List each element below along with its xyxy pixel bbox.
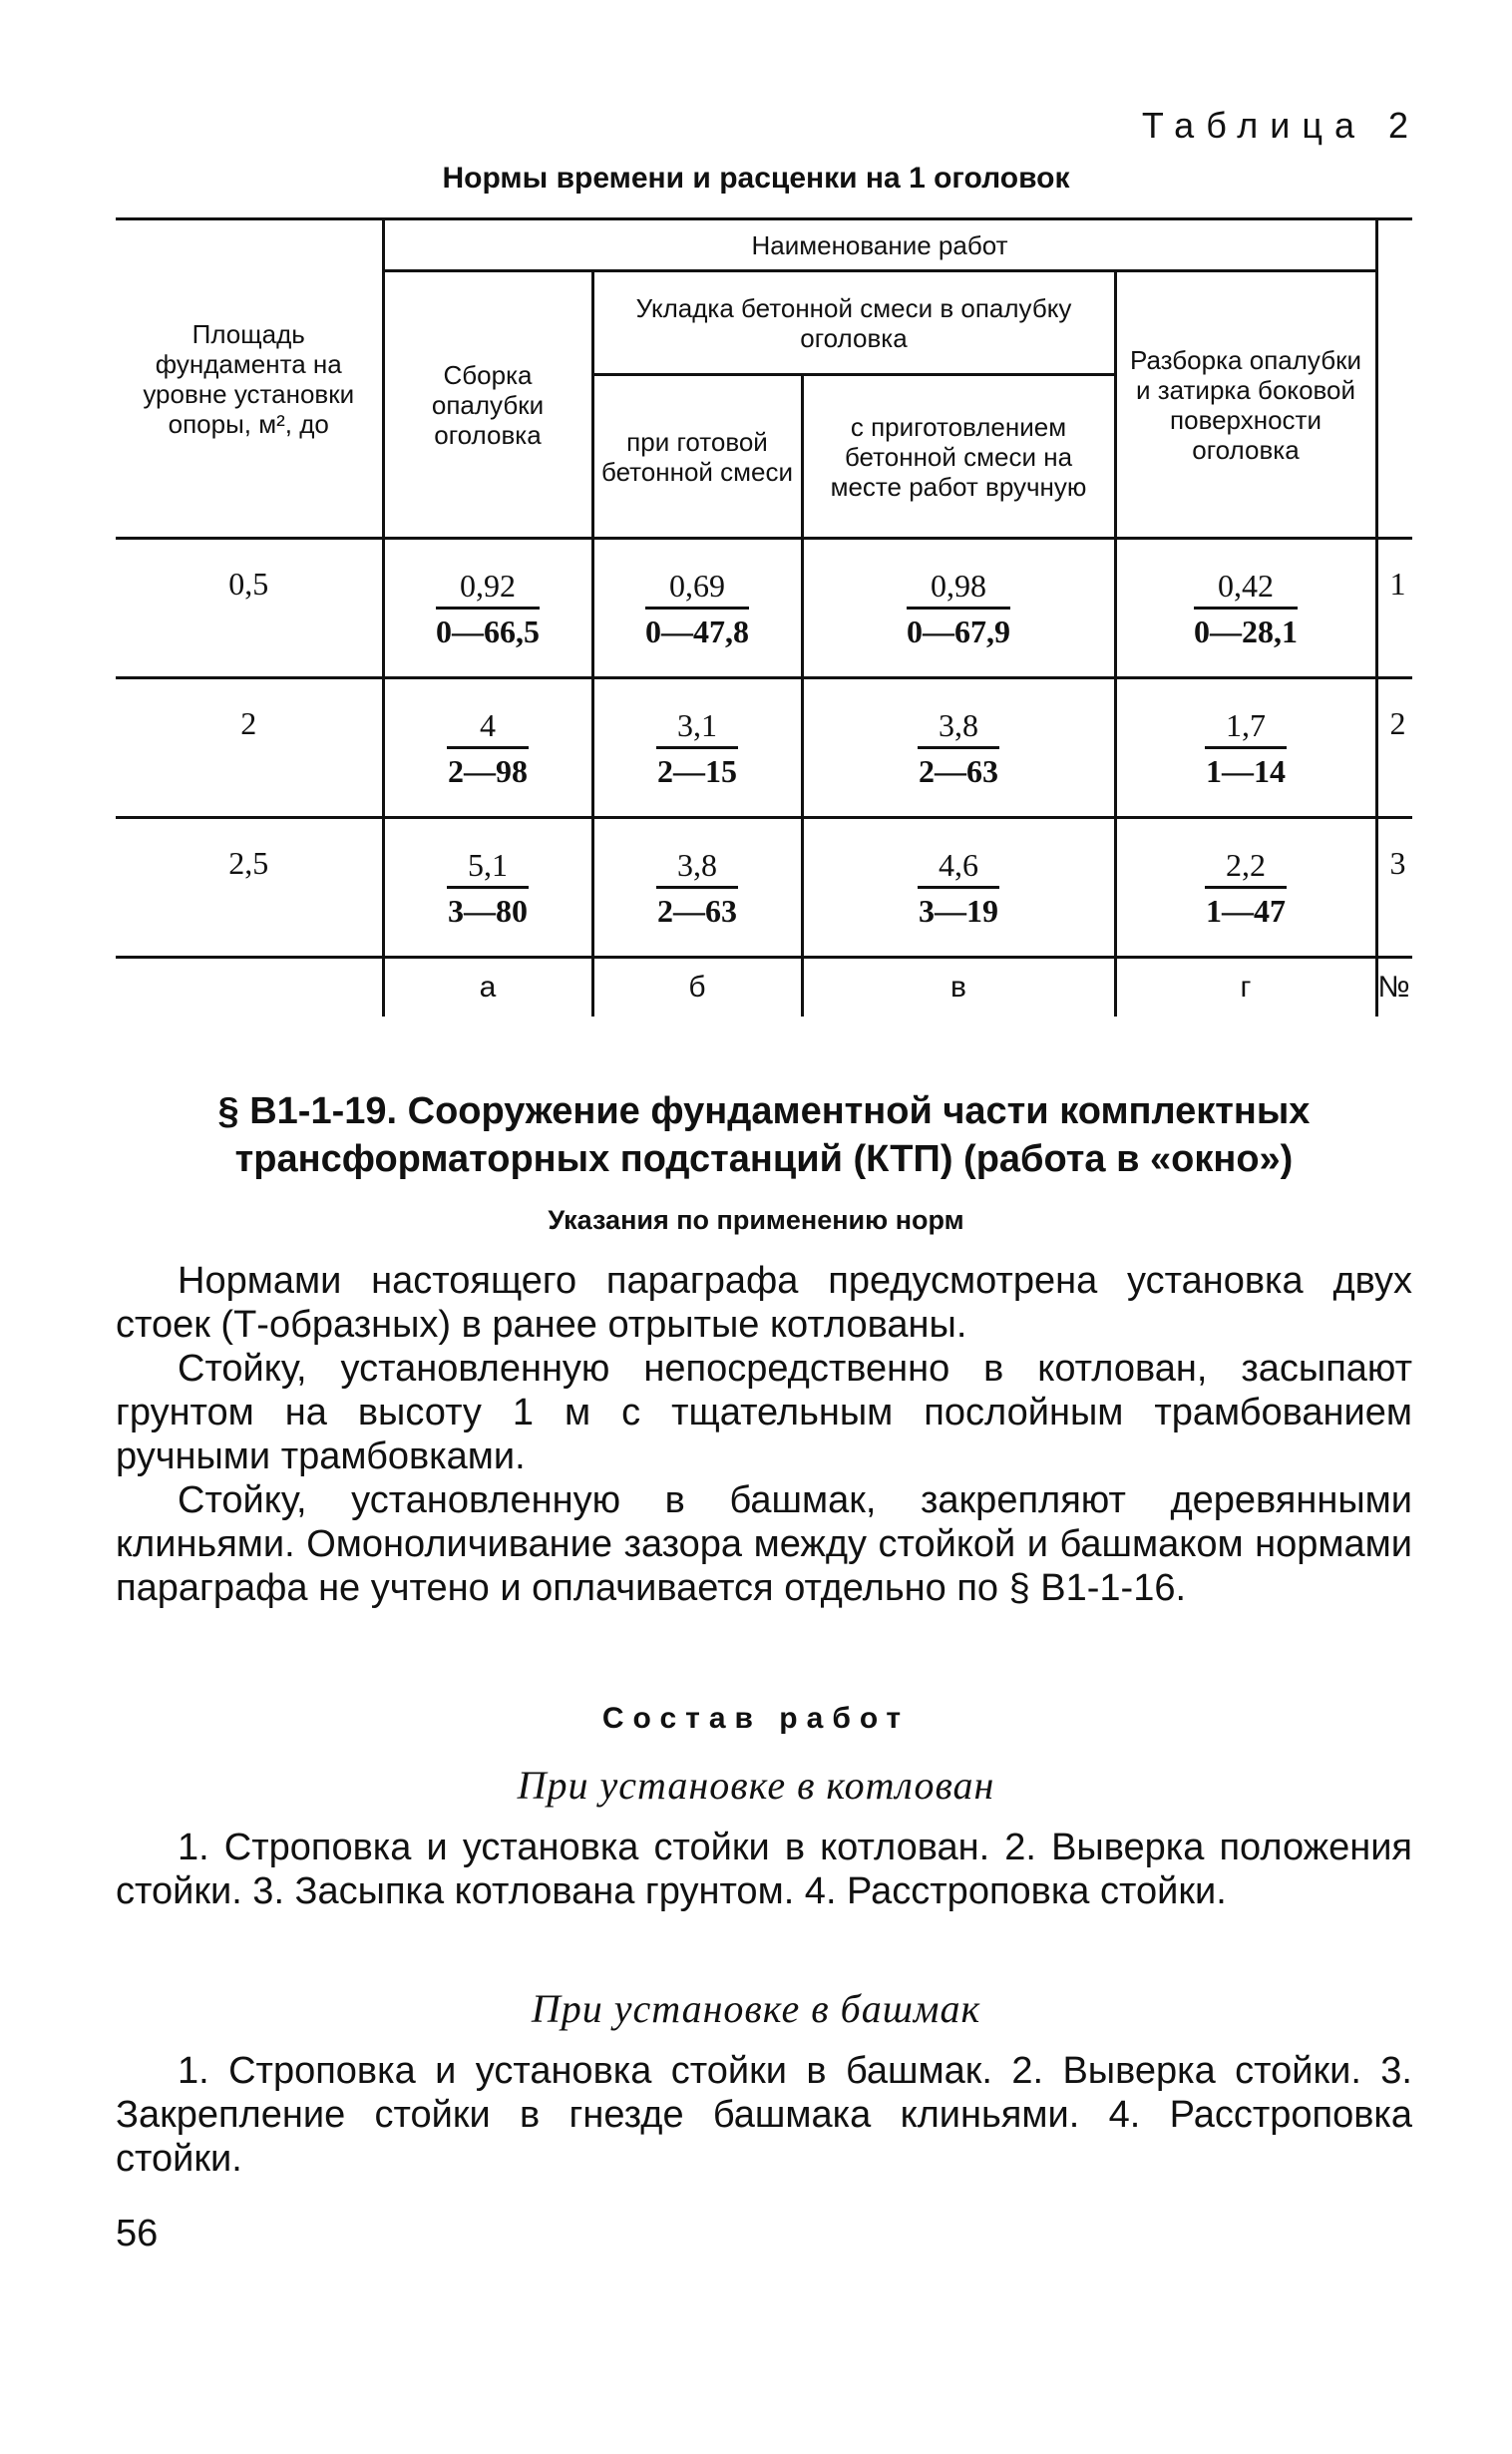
column-letter: а: [383, 958, 592, 1018]
norm-fraction: $\frac{2,2}{1—47}$: [1206, 847, 1286, 929]
header-concrete-group: Укладка бетонной смеси в опалубку оголовка: [592, 271, 1115, 375]
paragraph: Нормами настоящего параграфа предусмотрена установка двух стоек (Т-образных) в ранее отрытые котлованы.: [116, 1260, 1412, 1346]
pit-text: [116, 1826, 1412, 1913]
norm-fraction: $\frac{3,1}{2—15}$: [657, 707, 737, 789]
column-letter: б: [592, 958, 802, 1018]
page-number: 56: [116, 2213, 159, 2254]
column-letters-row: [116, 958, 1412, 1018]
norm-fraction: $\frac{4,6}{3—19}$: [919, 847, 998, 929]
norm-fraction: $\frac{0,42}{0—28,1}$: [1194, 568, 1298, 649]
header-work-group: Наименование работ: [383, 219, 1376, 271]
norm-fraction: $\frac{0,69}{0—47,8}$: [645, 568, 749, 649]
area-value: 2: [240, 705, 257, 741]
instructions-heading: Указания по применению норм: [548, 1205, 964, 1235]
paragraph: Стойку, установленную в башмак, закрепляют деревянными клиньями. Омоноличивание зазора между стойкой и башмаком нормами параграфа не учтено и оплачивается отдельно по § В1-1-16.: [116, 1479, 1412, 1609]
norm-fraction: $\frac{4}{2—98}$: [448, 707, 528, 789]
norm-fraction: $\frac{1,7}{1—14}$: [1206, 707, 1286, 789]
row-number: 1: [1376, 539, 1412, 678]
number-label: №: [1376, 958, 1412, 1018]
table-label: Таблица 2: [1141, 105, 1420, 146]
table-row: [116, 818, 1412, 958]
table-row: [116, 678, 1412, 818]
paragraph: 1. Строповка и установка стойки в башмак. 2. Выверка стойки. 3. Закрепление стойки в гнезде башмака клиньями. 4. Расстроповка стойки.: [116, 2050, 1412, 2180]
norm-fraction: $\frac{0,98}{0—67,9}$: [907, 568, 1010, 649]
composition-heading: Состав работ: [601, 1702, 911, 1735]
header-area: Площадь фундамента на уровне установки опоры, м², до: [143, 318, 355, 439]
section-title: § В1-1-19. Сооружение фундаментной части комплектных трансформаторных подстанций (КТП) (работа в «окно»): [217, 1090, 1311, 1180]
header-ready-mix: при готовой бетонной смеси: [592, 375, 802, 539]
norm-fraction: $\frac{3,8}{2—63}$: [657, 847, 737, 929]
table-row: [116, 539, 1412, 678]
column-letter: г: [1115, 958, 1376, 1018]
instructions-text: [116, 1259, 1412, 1610]
shoe-text: [116, 2049, 1412, 2181]
table-title: Нормы времени и расценки на 1 оголовок: [442, 162, 1070, 195]
column-letter: в: [802, 958, 1115, 1018]
norm-fraction: $\frac{0,92}{0—66,5}$: [436, 568, 540, 649]
norm-fraction: $\frac{3,8}{2—63}$: [919, 707, 998, 789]
area-value: 0,5: [228, 566, 269, 602]
shoe-heading: При установке в башмак: [531, 1986, 981, 2031]
row-number: 2: [1376, 678, 1412, 818]
area-value: 2,5: [228, 845, 269, 881]
paragraph: 1. Строповка и установка стойки в котлован. 2. Выверка положения стойки. 3. Засыпка котлована грунтом. 4. Расстроповка стойки.: [116, 1827, 1412, 1912]
header-dismantle: Разборка опалубки и затирка боковой поверхности оголовка: [1115, 271, 1376, 539]
header-assembly: Сборка опалубки оголовка: [383, 271, 592, 539]
norm-fraction: $\frac{5,1}{3—80}$: [448, 847, 528, 929]
norms-table: [116, 217, 1412, 1017]
row-number: 3: [1376, 818, 1412, 958]
pit-heading: При установке в котлован: [517, 1763, 995, 1808]
paragraph: Стойку, установленную непосредственно в котлован, засыпают грунтом на высоту 1 м с тщательным послойным трамбованием ручными трамбовками.: [116, 1348, 1412, 1477]
header-onsite-mix: с приготовлением бетонной смеси на месте работ вручную: [802, 375, 1115, 539]
